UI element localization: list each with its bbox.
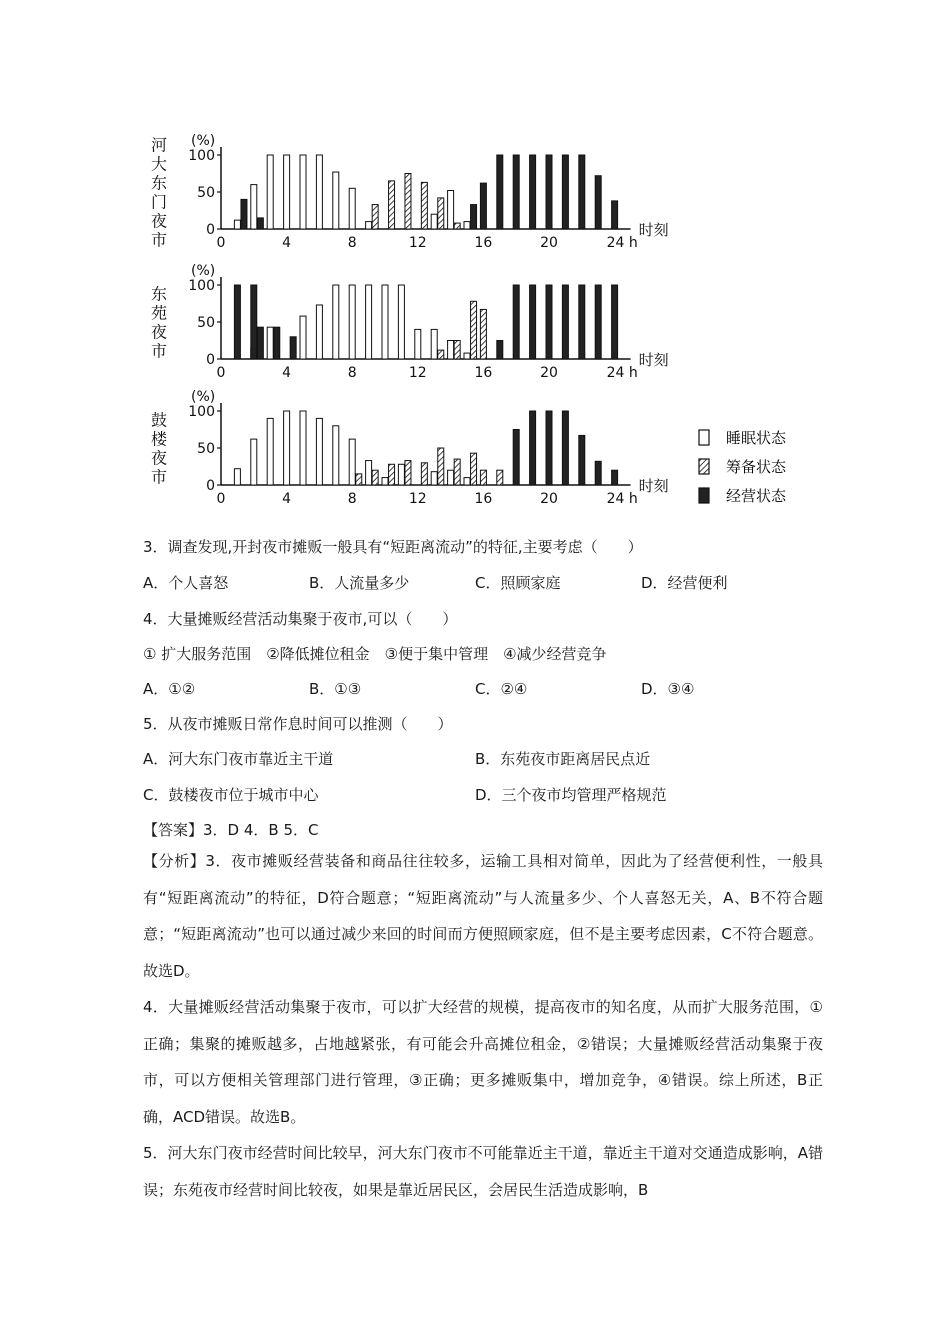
bar-prep — [372, 205, 378, 229]
bar-operate — [513, 430, 519, 486]
legend — [699, 429, 787, 505]
bar-operate — [234, 285, 240, 359]
bar-sleep — [234, 220, 240, 229]
bar-sleep — [333, 172, 339, 229]
bar-operate — [497, 341, 503, 360]
bar-sleep — [464, 222, 470, 229]
bar-sleep — [382, 478, 388, 485]
y-tick-label: 100 — [188, 404, 215, 420]
bar-sleep — [316, 418, 322, 485]
bar-sleep — [300, 411, 306, 485]
bar-operate — [257, 327, 263, 359]
market-title-char: 楼 — [150, 429, 168, 449]
market-title-char: 大 — [150, 154, 168, 174]
y-axis-unit: (%) — [191, 263, 216, 279]
bar-operate — [513, 285, 519, 359]
analysis — [143, 843, 823, 1208]
q3-option-d: D．经营便利 — [641, 574, 728, 592]
bar-sleep — [431, 472, 437, 485]
bar-prep — [471, 453, 477, 485]
bar-operate — [546, 285, 552, 359]
bar-prep — [454, 459, 460, 485]
q5-option-c: C．鼓楼夜市位于城市中心 — [143, 786, 319, 804]
market-title-char: 鼓 — [150, 410, 168, 430]
bar-prep — [438, 448, 444, 485]
bar-prep — [454, 223, 460, 229]
bar-sleep — [251, 439, 257, 485]
x-tick-label: 24 h — [606, 365, 638, 381]
x-tick-label: 16 — [474, 365, 493, 381]
bar-sleep — [366, 461, 372, 485]
legend-label-prep: 筹备状态 — [726, 458, 787, 476]
y-tick-label: 50 — [197, 315, 215, 331]
x-tick-label: 8 — [347, 365, 357, 381]
bar-operate — [471, 205, 477, 229]
x-tick-label: 0 — [216, 491, 226, 507]
night-market-charts — [0, 0, 950, 520]
bar-operate — [241, 199, 247, 229]
x-axis-title: 时刻 — [638, 221, 669, 239]
x-tick-label: 12 — [408, 235, 427, 251]
bar-sleep — [234, 469, 240, 485]
x-tick-label: 20 — [540, 235, 558, 251]
q3-option-b: B．人流量多少 — [309, 574, 410, 592]
bar-operate — [612, 285, 618, 359]
x-tick-label: 12 — [408, 365, 427, 381]
bar-operate — [595, 176, 601, 229]
q4-option-a: A．①② — [143, 680, 196, 698]
bar-operate — [562, 155, 568, 229]
x-tick-label: 0 — [216, 235, 226, 251]
x-tick-label: 4 — [282, 235, 292, 251]
x-tick-label: 20 — [540, 491, 558, 507]
y-axis-unit: (%) — [191, 133, 216, 149]
x-tick-label: 12 — [408, 491, 427, 507]
bar-operate — [612, 201, 618, 229]
y-axis-unit: (%) — [191, 389, 216, 405]
bar-prep — [480, 470, 486, 485]
bar-sleep — [316, 155, 322, 229]
y-tick-label: 100 — [188, 148, 215, 164]
bar-sleep — [284, 411, 290, 485]
legend-swatch-sleep — [699, 430, 709, 445]
bar-operate — [562, 411, 568, 485]
bar-prep — [471, 301, 477, 359]
x-axis-title: 时刻 — [638, 477, 669, 495]
y-tick-label: 50 — [197, 185, 215, 201]
bar-operate — [290, 337, 296, 359]
bar-sleep — [415, 329, 421, 359]
bar-operate — [612, 470, 618, 485]
bar-sleep — [349, 285, 355, 359]
bar-prep — [405, 461, 411, 485]
bar-sleep — [349, 188, 355, 229]
x-tick-label: 8 — [347, 235, 357, 251]
market-title-char: 夜 — [150, 322, 168, 342]
bar-prep — [421, 182, 427, 229]
q4-option-c: C．②④ — [475, 680, 528, 698]
bar-sleep — [448, 191, 454, 229]
bar-sleep — [316, 305, 322, 359]
bar-prep — [454, 341, 460, 360]
bar-sleep — [349, 439, 355, 485]
answer-line: 【答案】3．D 4．B 5．C — [143, 821, 319, 839]
market-title-char: 市 — [150, 341, 168, 361]
bar-sleep — [464, 478, 470, 485]
bar-sleep — [267, 418, 273, 485]
bar-sleep — [431, 214, 437, 229]
q3-option-a: A．个人喜怒 — [143, 574, 229, 592]
legend-swatch-prep — [699, 459, 709, 474]
market-title-char: 苑 — [150, 303, 168, 323]
q5-option-d: D．三个夜市均管理严格规范 — [475, 786, 667, 804]
bar-operate — [497, 155, 503, 229]
bar-sleep — [267, 327, 273, 359]
bar-operate — [480, 183, 486, 229]
x-axis-title: 时刻 — [638, 351, 669, 369]
bar-operate — [530, 285, 536, 359]
q4-option-b: B．①③ — [309, 680, 362, 698]
bar-operate — [546, 155, 552, 229]
bar-sleep — [448, 341, 454, 360]
market-title-char: 门 — [150, 192, 168, 212]
bar-sleep — [382, 285, 388, 359]
question-3: 3．调查发现,开封夜市摊贩一般具有“短距离流动”的特征,主要考虑（ ） — [143, 538, 643, 556]
bar-sleep — [366, 285, 372, 359]
x-tick-label: 16 — [474, 235, 493, 251]
bar-prep — [405, 174, 411, 230]
bar-operate — [257, 218, 263, 229]
bar-prep — [480, 309, 486, 359]
bar-sleep — [431, 329, 437, 359]
y-tick-label: 100 — [188, 278, 215, 294]
bar-prep — [372, 470, 378, 485]
bar-sleep — [398, 285, 404, 359]
bar-operate — [530, 411, 536, 485]
y-tick-label: 0 — [206, 222, 215, 238]
q4-option-d: D．③④ — [641, 680, 695, 698]
x-tick-label: 24 h — [606, 235, 638, 251]
bar-operate — [530, 155, 536, 229]
x-tick-label: 8 — [347, 491, 357, 507]
analysis-paragraph-5: 5．河大东门夜市经营时间比较早，河大东门夜市不可能靠近主干道，靠近主干道对交通造成影响，A错误；东苑夜市经营时间比较夜，如果是靠近居民区，会居民生活造成影响，B — [143, 1144, 823, 1199]
legend-label-sleep: 睡眠状态 — [726, 429, 787, 447]
market-title-char: 夜 — [150, 211, 168, 231]
question-5: 5．从夜市摊贩日常作息时间可以推测（ ） — [143, 715, 453, 733]
market-title-char: 东 — [150, 284, 168, 304]
x-tick-label: 0 — [216, 365, 226, 381]
x-tick-label: 4 — [282, 491, 292, 507]
bar-prep — [438, 198, 444, 229]
bar-operate — [579, 155, 585, 229]
q3-option-c: C．照顾家庭 — [475, 574, 561, 592]
bar-sleep — [448, 470, 454, 485]
bar-prep — [356, 474, 362, 485]
bar-sleep — [251, 185, 257, 229]
bar-sleep — [333, 426, 339, 485]
bar-prep — [389, 181, 395, 229]
bar-prep — [389, 464, 395, 485]
analysis-paragraph-4: 4．大量摊贩经营活动集聚于夜市，可以扩大经营的规模，提高夜市的知名度，从而扩大服务范围，①正确；集聚的摊贩越多，占地越紧张，有可能会升高摊位租金，②错误；大量摊贩经营活动集聚于夜市，可以方便相关管理部门进行管理，③正确；更多摊贩集中，增加竞争，④错误。综上所述，B正确，ACD错误。故选B。 — [143, 998, 823, 1126]
bar-sleep — [284, 155, 290, 229]
bar-operate — [595, 285, 601, 359]
q5-option-b: B．东苑夜市距离居民点近 — [475, 750, 651, 768]
bar-operate — [251, 285, 257, 359]
market-title-char: 市 — [150, 467, 168, 487]
bar-operate — [579, 285, 585, 359]
bar-sleep — [267, 155, 273, 229]
market-title-char: 夜 — [150, 448, 168, 468]
y-tick-label: 0 — [206, 478, 215, 494]
q4-statements: ① 扩大服务范围 ②降低摊位租金 ③便于集中管理 ④减少经营竞争 — [143, 645, 607, 663]
x-tick-label: 16 — [474, 491, 493, 507]
legend-swatch-operate — [699, 488, 709, 503]
q5-option-a: A．河大东门夜市靠近主干道 — [143, 750, 334, 768]
bar-operate — [546, 411, 552, 485]
y-tick-label: 0 — [206, 352, 215, 368]
bar-prep — [421, 463, 427, 485]
bar-sleep — [366, 222, 372, 229]
bar-operate — [562, 285, 568, 359]
bar-sleep — [333, 285, 339, 359]
x-tick-label: 24 h — [606, 491, 638, 507]
bar-sleep — [398, 464, 404, 485]
y-tick-label: 50 — [197, 441, 215, 457]
bar-prep — [438, 350, 444, 359]
legend-label-operate: 经营状态 — [726, 487, 787, 505]
question-4: 4．大量摊贩经营活动集聚于夜市,可以（ ） — [143, 610, 458, 628]
bar-prep — [497, 470, 503, 485]
bar-operate — [513, 155, 519, 229]
x-tick-label: 4 — [282, 365, 292, 381]
bar-sleep — [300, 155, 306, 229]
market-title-char: 东 — [150, 173, 168, 193]
analysis-paragraph-3: 【分析】3．夜市摊贩经营装备和商品往往较多，运输工具相对简单，因此为了经营便利性，一般具有“短距离流动”的特征，D符合题意；“短距离流动”与人流量多少、个人喜怒无关，A、B不符合题意；“短距离流动”也可以通过减少来回的时间而方便照顾家庭，但不是主要考虑因素，C不符合题意。故选D。 — [143, 852, 823, 980]
bar-sleep — [300, 316, 306, 359]
x-tick-label: 20 — [540, 365, 558, 381]
bar-sleep — [464, 353, 470, 359]
bar-operate — [595, 461, 601, 485]
market-title-char: 市 — [150, 230, 168, 250]
bar-operate — [579, 435, 585, 485]
bar-operate — [274, 327, 280, 359]
market-title-char: 河 — [150, 135, 168, 155]
